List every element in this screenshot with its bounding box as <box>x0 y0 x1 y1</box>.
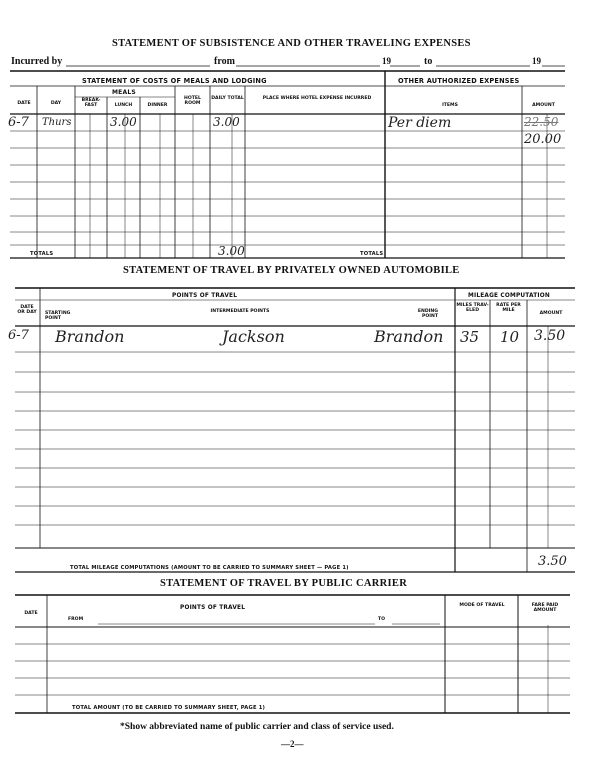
col-hotel-room: HOTEL ROOM <box>184 96 201 106</box>
carrier-col-to: TO <box>378 617 386 622</box>
auto-total-value: 3.50 <box>538 554 567 569</box>
auto-col-rate: RATE PER MILE <box>496 303 521 313</box>
col-day: DAY <box>50 101 62 106</box>
incurred-by-label: Incurred by <box>11 56 63 67</box>
year-label-2: 19 <box>532 56 541 66</box>
carrier-col-fare: FARE PAID AMOUNT <box>531 603 559 613</box>
other-section-title: OTHER AUTHORIZED EXPENSES <box>398 77 520 85</box>
auto-entry-date: 6-7 <box>8 328 29 343</box>
auto-entry-amount: 3.50 <box>534 328 566 344</box>
col-date: DATE <box>17 101 31 106</box>
auto-total-label: TOTAL MILEAGE COMPUTATIONS (AMOUNT TO BE CARRIED TO SUMMARY SHEET — PAGE 1) <box>70 565 349 571</box>
footnote: *Show abbreviated name of public carrier and class of service used. <box>120 722 394 732</box>
carrier-col-from: FROM <box>68 617 84 622</box>
auto-entry-starting: Brandon <box>55 327 125 346</box>
from-label: from <box>214 56 235 67</box>
carrier-section-title: STATEMENT OF TRAVEL BY PUBLIC CARRIER <box>160 578 408 589</box>
auto-col-intermediate: INTERMEDIATE POINTS <box>210 309 270 314</box>
meals-label: MEALS <box>112 89 136 96</box>
totals-label-other: TOTALS <box>360 251 384 257</box>
col-lunch: LUNCH <box>114 103 133 108</box>
carrier-col-mode: MODE OF TRAVEL <box>459 603 505 608</box>
mileage-label: MILEAGE COMPUTATION <box>468 293 550 299</box>
entry-date: 6-7 <box>8 115 29 130</box>
auto-entry-miles: 35 <box>460 328 480 346</box>
carrier-points-label: POINTS OF TRAVEL <box>180 605 246 611</box>
auto-col-miles: MILES TRAV-ELED <box>456 303 489 313</box>
auto-entry-ending: Brandon <box>374 327 444 346</box>
auto-points-label: POINTS OF TRAVEL <box>172 293 238 299</box>
auto-entry-intermediate: Jackson <box>222 327 285 346</box>
entry-item: Per diem <box>388 115 452 131</box>
auto-section-title: STATEMENT OF TRAVEL BY PRIVATELY OWNED AUTOMOBILE <box>123 265 460 276</box>
auto-entry-rate: 10 <box>500 328 520 346</box>
auto-col-date: DATE OR DAY <box>17 305 37 315</box>
col-items: ITEMS <box>442 103 458 108</box>
totals-label-meals: TOTALS <box>30 251 54 257</box>
to-label: to <box>424 56 433 67</box>
auto-col-ending: ENDING POINT <box>417 309 438 319</box>
entry-day: Thurs <box>42 117 72 128</box>
carrier-total-label: TOTAL AMOUNT (TO BE CARRIED TO SUMMARY SHEET, PAGE 1) <box>72 705 266 711</box>
col-breakfast: BREAK-FAST <box>81 98 101 108</box>
auto-col-starting: STARTING POINT <box>45 311 71 321</box>
col-dinner: DINNER <box>147 103 168 108</box>
meals-section-title: STATEMENT OF COSTS OF MEALS AND LODGING <box>82 77 267 85</box>
page-number: —2— <box>281 739 304 749</box>
form-title: STATEMENT OF SUBSISTENCE AND OTHER TRAVELING EXPENSES <box>112 38 471 49</box>
entry-daily-total: 3.00 <box>213 115 240 129</box>
col-daily-total: DAILY TOTAL <box>211 96 244 101</box>
entry-amount-struck: 22.50 <box>524 115 559 129</box>
meals-total-value: 3.00 <box>218 244 245 258</box>
carrier-col-date: DATE <box>24 611 38 616</box>
auto-col-amount: AMOUNT <box>539 311 563 316</box>
entry-amount: 20.00 <box>524 132 562 147</box>
entry-lunch: 3.00 <box>110 115 137 129</box>
year-label-1: 19 <box>382 56 391 66</box>
col-amount: AMOUNT <box>532 103 555 108</box>
col-place: PLACE WHERE HOTEL EXPENSE INCURRED <box>262 96 372 101</box>
